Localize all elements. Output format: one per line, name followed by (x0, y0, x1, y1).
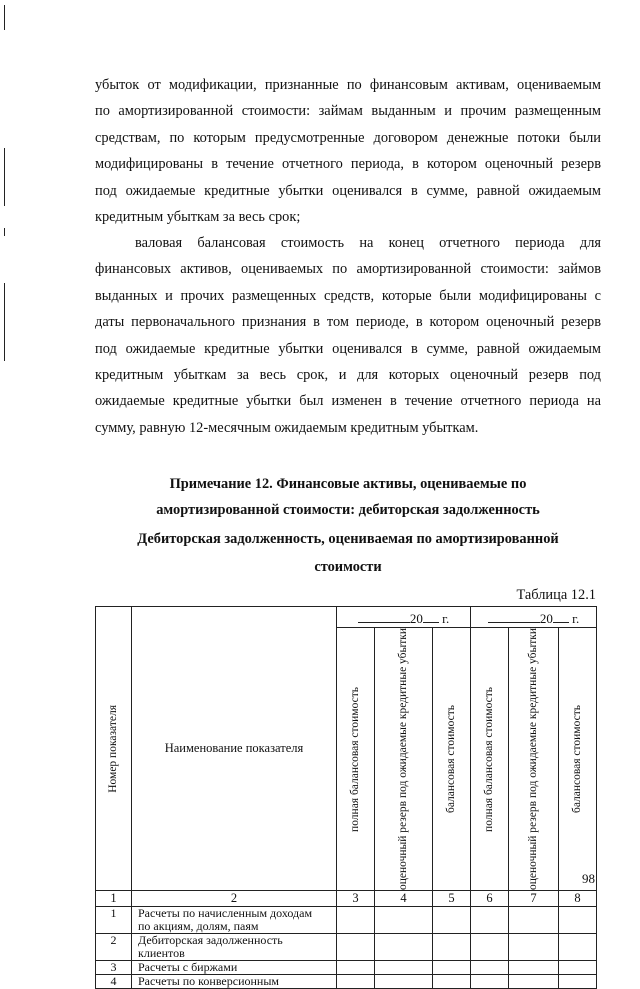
sub-col-header (559, 628, 597, 891)
text-line: средствам, по которым предусмотренные договором денежные потоки были (95, 129, 601, 146)
table-cell (559, 934, 597, 961)
year-header-1 (337, 607, 471, 628)
table-cell (559, 975, 597, 989)
receivables-table (95, 606, 597, 989)
row-index: 1 (96, 907, 132, 934)
table-caption: Таблица 12.1 (516, 587, 596, 603)
sub-col-header (433, 628, 471, 891)
column-number: 2 (132, 891, 337, 907)
row-name (132, 907, 337, 934)
row-name (132, 975, 337, 989)
table-cell (509, 961, 559, 975)
table-cell (433, 934, 471, 961)
text-line: под ожидаемые кредитные убытки оценивался в сумме, равной ожидаемым (95, 340, 601, 357)
column-number: 6 (471, 891, 509, 907)
sub-col-header-text: оценочный резерв под ожидаемые кредитные убытки (527, 628, 540, 891)
table-cell (375, 907, 433, 934)
sub-col-header-text: балансовая стоимость (445, 705, 458, 814)
column-number: 3 (337, 891, 375, 907)
text-line: кредитным убыткам за весь срок; (95, 208, 301, 225)
page-number: 98 (582, 871, 595, 886)
text-line: убыток от модификации, признанные по финансовым активам, оцениваемым (95, 77, 601, 93)
row-name-line: по акциям, долям, паям (138, 919, 259, 934)
column-number: 5 (433, 891, 471, 907)
table-cell (375, 961, 433, 975)
year-suffix: г. (572, 610, 580, 626)
table-cell (509, 907, 559, 934)
row-index: 4 (96, 975, 132, 989)
scan-edge-mark (4, 148, 5, 206)
sub-col-header (337, 628, 375, 891)
heading-line: стоимости (314, 559, 382, 575)
row-name-line: Дебиторская задолженность (138, 933, 283, 948)
row-name-line: Расчеты по начисленным доходам (138, 906, 313, 921)
sub-col-header-text: полная балансовая стоимость (349, 686, 362, 832)
row-name-line: Расчеты по конверсионным (138, 974, 279, 989)
table-cell (375, 934, 433, 961)
column-number: 7 (509, 891, 559, 907)
year-blank (553, 610, 569, 623)
year-prefix: 20 (409, 610, 423, 626)
table-cell (471, 934, 509, 961)
table-cell (559, 907, 597, 934)
table-cell (509, 934, 559, 961)
table-row (96, 961, 597, 975)
col-header-name: Наименование показателя (132, 607, 337, 891)
table-cell (337, 975, 375, 989)
heading-line: амортизированной стоимости: дебиторская задолженность (156, 502, 540, 518)
row-index: 2 (96, 934, 132, 961)
year-blank (488, 610, 540, 623)
heading-line: Примечание 12. Финансовые активы, оцениваемые по (169, 476, 527, 492)
table-cell (471, 961, 509, 975)
table-row (96, 934, 597, 961)
row-index: 3 (96, 961, 132, 975)
sub-col-header-text: полная балансовая стоимость (483, 686, 496, 832)
table-cell (509, 975, 559, 989)
sub-col-header (471, 628, 509, 891)
sub-col-header (375, 628, 433, 891)
year-blank (423, 610, 439, 623)
sub-col-header-text: балансовая стоимость (571, 705, 584, 814)
table-cell (375, 975, 433, 989)
note-heading (95, 471, 601, 523)
row-name (132, 961, 337, 975)
heading-line: Дебиторская задолженность, оцениваемая по амортизированной (137, 531, 559, 547)
table-cell (433, 961, 471, 975)
table-cell (433, 907, 471, 934)
table-cell (337, 934, 375, 961)
table-title (95, 525, 601, 581)
text-line: валовая балансовая стоимость на конец отчетного периода для (135, 235, 601, 251)
table-row (96, 975, 597, 989)
table-cell (433, 975, 471, 989)
year-blank (358, 610, 410, 623)
col-header-index (96, 607, 132, 891)
row-name-line: Расчеты с биржами (138, 960, 238, 975)
table-cell (337, 961, 375, 975)
col-header-index-text: Номер показателя (107, 704, 120, 793)
table-cell (471, 975, 509, 989)
text-line: под ожидаемые кредитные убытки оценивался в сумме, равной ожидаемым (95, 182, 601, 199)
scan-edge-mark (4, 228, 5, 236)
year-suffix: г. (442, 610, 450, 626)
year-prefix: 20 (539, 610, 553, 626)
text-line: по амортизированной стоимости: займам выданным и прочим размещенным (95, 103, 601, 120)
sub-col-header-text: оценочный резерв под ожидаемые кредитные убытки (397, 628, 410, 891)
column-number: 8 (559, 891, 597, 907)
year-header-2 (471, 607, 597, 628)
text-line: кредитным убыткам за весь срок, и для которых оценочный резерв под (95, 366, 601, 383)
text-line: выданных и прочих размещенных средств, которые были модифицированы с (95, 287, 601, 304)
text-line: сумму, равную 12-месячным ожидаемым кредитным убыткам. (95, 419, 479, 436)
column-number: 4 (375, 891, 433, 907)
row-name (132, 934, 337, 961)
row-name-line: клиентов (138, 946, 185, 961)
text-line: модифицированы в течение отчетного периода, в котором оценочный резерв (95, 156, 601, 173)
table-cell (337, 907, 375, 934)
table-row (96, 907, 597, 934)
column-number-row (96, 891, 597, 907)
paragraph-2 (95, 230, 601, 441)
paragraph-1 (95, 72, 601, 230)
column-number: 1 (96, 891, 132, 907)
sub-col-header (509, 628, 559, 891)
table-cell (559, 961, 597, 975)
scan-edge-mark (4, 5, 5, 30)
text-line: финансовых активов, оцениваемых по амортизированной стоимости: займов (95, 261, 601, 278)
text-line: ожидаемые кредитные убытки был изменен в течение отчетного периода на (95, 393, 601, 410)
scan-edge-mark (4, 283, 5, 361)
table-cell (471, 907, 509, 934)
text-line: даты первоначального признания в том периоде, в котором оценочный резерв (95, 314, 601, 331)
